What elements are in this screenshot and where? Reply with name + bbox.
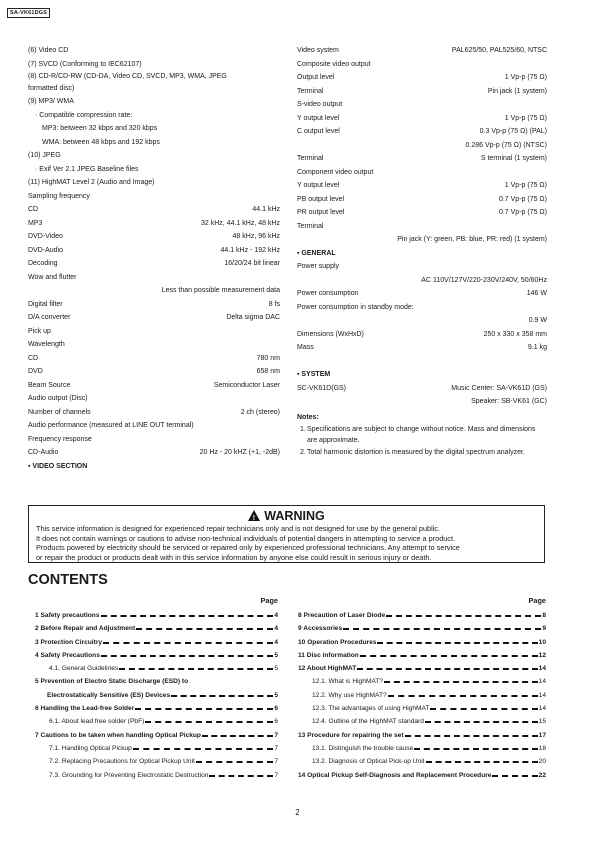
- toc-leader: [145, 721, 273, 723]
- toc-leader: [414, 748, 537, 750]
- spec-value: 8 fs: [268, 300, 280, 308]
- toc-entry[interactable]: [35, 702, 278, 715]
- spec-label: DVD: [28, 368, 43, 375]
- spec-label: (11) HighMAT Level 2 (Audio and Image): [28, 179, 155, 186]
- toc-page-number: 8: [542, 612, 546, 619]
- spec-row: [297, 368, 547, 382]
- toc-entry[interactable]: [298, 689, 546, 702]
- spec-row: [297, 247, 547, 261]
- spec-row: [28, 230, 280, 244]
- toc-column-left: [35, 596, 278, 782]
- spec-row: [297, 274, 547, 288]
- spec-value: Pin jack (1 system): [487, 87, 547, 95]
- toc-entry[interactable]: [298, 755, 546, 768]
- toc-entry-title: 12 About HighMAT: [298, 665, 357, 673]
- spec-label: MP3: between 32 kbps and 320 kbps: [42, 125, 158, 132]
- toc-page-number: 4: [274, 612, 278, 619]
- spec-value: 1 Vp-p (75 Ω): [504, 114, 547, 122]
- toc-leader: [135, 708, 273, 710]
- toc-entry-title: 2 Before Repair and Adjustment: [35, 625, 136, 633]
- contents-title: CONTENTS: [28, 572, 108, 588]
- spec-row: [297, 166, 547, 180]
- toc-entry-title: 1 Safety precautions: [35, 612, 100, 619]
- spec-row: [28, 95, 280, 109]
- toc-leader: [343, 628, 541, 630]
- spec-label: Output level: [297, 74, 335, 81]
- spec-label: CD: [28, 206, 39, 213]
- notes-title: Notes:: [297, 413, 319, 421]
- spec-label: Power consumption: [297, 290, 359, 297]
- spec-row: [28, 217, 280, 231]
- toc-page-number: 22: [538, 771, 546, 779]
- toc-leader: [103, 642, 273, 644]
- toc-entry[interactable]: [298, 649, 546, 662]
- spec-row: [28, 44, 280, 58]
- spec-row: [28, 109, 280, 123]
- spec-row: [28, 58, 280, 72]
- spec-value: 250 x 330 x 358 mm: [483, 330, 547, 338]
- spec-row: [28, 352, 280, 366]
- spec-value: Speaker: SB-VK61 (GC): [471, 398, 547, 405]
- toc-page-number: 14: [538, 665, 546, 673]
- warning-line: Products powered by electricity should be serviced or repaired only by experienced professional technicians. Any attempt to service: [36, 543, 460, 553]
- toc-entry-title: 7 Cautions to be taken when handling Optical Pickup: [35, 731, 201, 739]
- toc-leader: [209, 775, 273, 777]
- warning-body: [29, 523, 544, 562]
- spec-label: Y output level: [297, 182, 340, 189]
- toc-page-number: 12: [538, 651, 546, 659]
- toc-leader: [136, 628, 273, 630]
- spec-row: [297, 301, 547, 315]
- spec-label: Power consumption in standby mode:: [297, 303, 414, 311]
- spec-label: Composite video output: [297, 60, 371, 68]
- spec-label: Power supply: [297, 263, 340, 270]
- spec-value: AC 110V/127V/220-230V/240V, 50/60Hz: [421, 276, 547, 284]
- spec-row: [28, 122, 280, 136]
- spec-label: PB output level: [297, 195, 345, 203]
- warning-title: WARNING: [264, 509, 325, 523]
- spec-value: 2 ch (stereo): [240, 408, 280, 416]
- toc-page-header: Page: [528, 596, 546, 605]
- spec-value: 780 nm: [256, 354, 280, 362]
- spec-row: [28, 446, 280, 460]
- toc-entry-title: 6.1. About lead free solder (PbF): [49, 718, 145, 726]
- spec-value: 658 nm: [256, 368, 280, 375]
- toc-leader: [360, 655, 538, 657]
- spec-label: ▪ GENERAL: [297, 249, 336, 257]
- note-text: Total harmonic distortion is measured by the digital spectrum analyzer.: [307, 449, 525, 456]
- toc-entry[interactable]: [35, 689, 278, 702]
- spec-row: [28, 433, 280, 447]
- note-item: [297, 448, 547, 459]
- toc-entry-title: 9 Accessories: [298, 625, 343, 633]
- toc-entry[interactable]: [35, 755, 278, 768]
- toc-entry-title: 10 Operation Procedures: [298, 638, 377, 646]
- toc-page-number: 5: [274, 691, 278, 699]
- model-tag: SA-VK61DGS: [7, 8, 50, 18]
- toc-page-number: 17: [538, 731, 546, 739]
- toc-leader: [202, 735, 273, 737]
- toc-leader: [119, 668, 273, 670]
- note-number: 1.: [300, 426, 306, 433]
- spec-label: Y output level: [297, 114, 340, 122]
- spec-label: ▪ SYSTEM: [297, 371, 331, 378]
- warning-box: [28, 505, 545, 563]
- toc-entry-title: 12.2. Why use HighMAT?: [312, 691, 387, 699]
- spec-row: [297, 355, 547, 369]
- spec-column-right: [297, 44, 547, 461]
- spec-label: Frequency response: [28, 435, 92, 443]
- spec-label: Number of channels: [28, 408, 91, 416]
- spec-row: [28, 365, 280, 379]
- toc-entry[interactable]: [35, 622, 278, 635]
- toc-entry[interactable]: [35, 729, 278, 742]
- spec-row: [297, 193, 547, 207]
- toc-page-header: Page: [260, 596, 278, 605]
- spec-row: [28, 163, 280, 177]
- spec-label: (6) Video CD: [28, 47, 69, 54]
- toc-page-number: 4: [274, 638, 278, 646]
- spec-row: [28, 419, 280, 433]
- toc-leader: [196, 761, 273, 763]
- toc-page-number: 4: [274, 625, 278, 633]
- spec-label: Video system: [297, 47, 339, 54]
- toc-page-number: 5: [274, 665, 278, 673]
- spec-label: formatted disc): [28, 85, 75, 92]
- spec-row: [297, 85, 547, 99]
- spec-value: 0.7 Vp-p (75 Ω): [498, 209, 547, 216]
- spec-row: [297, 71, 547, 85]
- spec-label: Decoding: [28, 260, 58, 267]
- spec-label: Wavelength: [28, 341, 65, 348]
- spec-label: (7) SVCD (Conforming to IEC62107): [28, 60, 142, 68]
- spec-row: [28, 149, 280, 163]
- spec-value: 0.7 Vp-p (75 Ω): [498, 195, 547, 203]
- spec-label: Terminal: [297, 155, 324, 162]
- toc-column-right: [298, 596, 546, 782]
- toc-page-number: 10: [538, 638, 546, 646]
- spec-label: WMA: between 48 kbps and 192 kbps: [42, 138, 160, 146]
- toc-entry-title: 5 Prevention of Electro Static Discharge (ESD) to: [35, 678, 189, 686]
- toc-entry-title: 7.3. Grounding for Preventing Electrostatic Destruction: [49, 771, 209, 779]
- warning-heading: [29, 509, 544, 523]
- spec-label: MP3: [28, 219, 43, 227]
- toc-entry-title: 13.1. Distinguish the trouble cause: [312, 744, 414, 752]
- spec-value: 0.286 Vp-p (75 Ω) (NTSC): [465, 141, 547, 149]
- spec-value: 20 Hz - 20 kHZ (+1, -2dB): [199, 449, 280, 456]
- spec-label: SC-VK61D(GS): [297, 384, 347, 392]
- spec-label: D/A converter: [28, 314, 71, 321]
- spec-label: (9) MP3/ WMA: [28, 98, 74, 105]
- spec-row: [297, 152, 547, 166]
- toc-entry[interactable]: [298, 742, 546, 755]
- spec-row: [297, 44, 547, 58]
- spec-row: [28, 190, 280, 204]
- spec-label: Mass: [297, 344, 314, 351]
- toc-entry-title: 13.2. Diagnosis of Optical Pick-up Unit: [312, 758, 425, 766]
- spec-label: · Exif Ver 2.1 JPEG Baseline files: [35, 165, 139, 173]
- spec-row: [28, 83, 280, 95]
- spec-row: [28, 176, 280, 190]
- toc-entry-title: 4.1. General Guidelines: [49, 665, 119, 673]
- toc-leader: [171, 695, 273, 697]
- spec-label: DVD-Video: [28, 233, 63, 240]
- toc-page-number: 6: [274, 705, 278, 713]
- spec-row: [28, 325, 280, 339]
- toc-page-number: 7: [274, 744, 278, 752]
- toc-entry[interactable]: [298, 715, 546, 728]
- spec-label: PR output level: [297, 209, 345, 216]
- spec-row: [28, 203, 280, 217]
- toc-entry[interactable]: [35, 609, 278, 622]
- toc-entry-title: 12.4. Outline of the HighMAT standard: [312, 718, 424, 726]
- toc-page-number: 9: [542, 625, 546, 633]
- spec-row: [297, 328, 547, 342]
- toc-entry[interactable]: [298, 609, 546, 622]
- spec-label: Pick up: [28, 327, 51, 335]
- note-number: 2.: [300, 449, 306, 456]
- spec-row: [297, 314, 547, 328]
- spec-row: [28, 392, 280, 406]
- spec-label: CD: [28, 354, 39, 362]
- spec-row: [297, 382, 547, 396]
- warning-triangle-icon: [248, 510, 260, 521]
- spec-label: Beam Source: [28, 381, 71, 389]
- toc-leader: [384, 681, 538, 683]
- toc-entry[interactable]: [35, 742, 278, 755]
- toc-entry[interactable]: [298, 729, 546, 742]
- spec-label: Audio output (Disc): [28, 395, 88, 402]
- page-number: 2: [295, 808, 300, 817]
- toc-entry-title: 12.3. The advantages of using HighMAT: [312, 705, 430, 713]
- spec-row: [28, 244, 280, 258]
- toc-page-number: 14: [538, 705, 546, 713]
- spec-value: 44.1 kHz - 192 kHz: [220, 246, 280, 254]
- toc-entry[interactable]: [298, 622, 546, 635]
- note-item: [297, 425, 547, 446]
- spec-row: [297, 260, 547, 274]
- spec-value: 146 W: [526, 290, 547, 297]
- toc-entry-title: 14 Optical Pickup Self-Diagnosis and Replacement Procedure: [298, 771, 492, 779]
- spec-value: PAL625/50, PAL525/60, NTSC: [451, 47, 547, 54]
- spec-row: [297, 125, 547, 139]
- toc-page-number: 14: [538, 691, 546, 699]
- toc-entry[interactable]: [35, 662, 278, 675]
- toc-entry[interactable]: [35, 715, 278, 728]
- toc-entry[interactable]: [35, 649, 278, 662]
- spec-row: [297, 287, 547, 301]
- toc-leader: [492, 775, 537, 777]
- toc-leader: [377, 642, 537, 644]
- spec-value: Less than possible measurement data: [161, 287, 280, 294]
- note-text: Specifications are subject to change without notice. Mass and dimensions are approximate.: [307, 426, 536, 444]
- toc-entry-title: 13 Procedure for repairing the set: [298, 731, 404, 739]
- toc-leader: [101, 615, 274, 617]
- toc-entry[interactable]: [298, 769, 546, 782]
- toc-entry[interactable]: [298, 662, 546, 675]
- toc-page-number: 5: [274, 651, 278, 659]
- spec-row: [28, 71, 280, 83]
- spec-value: S terminal (1 system): [480, 155, 547, 162]
- spec-label: C output level: [297, 128, 340, 135]
- toc-leader: [388, 695, 538, 697]
- warning-line: This service information is designed for experienced repair technicians only and is not designed for use by the general public.: [36, 524, 440, 533]
- spec-row: [28, 136, 280, 150]
- spec-label: Terminal: [297, 87, 324, 95]
- spec-row: [297, 112, 547, 126]
- toc-entry[interactable]: [298, 702, 546, 715]
- spec-row: [28, 379, 280, 393]
- spec-label: Audio performance (measured at LINE OUT terminal): [28, 422, 194, 429]
- spec-label: Sampling frequency: [28, 192, 90, 200]
- spec-value: 44.1 kHz: [252, 206, 280, 213]
- spec-row: [28, 460, 280, 474]
- toc-leader: [426, 761, 538, 763]
- spec-value: 48 kHz, 96 kHz: [232, 233, 280, 240]
- toc-entry-title: 12.1. What is HighMAT?: [312, 678, 383, 686]
- spec-value: 0.3 Vp-p (75 Ω) (PAL): [479, 128, 547, 135]
- spec-row: [28, 284, 280, 298]
- toc-entry-title: Electrostatically Sensitive (ES) Devices: [47, 691, 171, 699]
- spec-label: S-video output: [297, 101, 343, 108]
- spec-label: CD-Audio: [28, 449, 59, 456]
- toc-entry-title: 7.2. Replacing Precautions for Optical Pickup Unit: [49, 758, 195, 766]
- toc-page-number: 14: [538, 678, 546, 686]
- spec-label: Component video output: [297, 168, 374, 176]
- spec-value: Music Center: SA-VK61D (GS): [451, 384, 547, 392]
- toc-entry-title: 4 Safety Precautions: [35, 651, 100, 659]
- spec-row: [297, 341, 547, 355]
- spec-row: [28, 271, 280, 285]
- toc-page-number: 7: [274, 731, 278, 739]
- toc-page-number: 7: [274, 771, 278, 779]
- toc-leader: [357, 668, 537, 670]
- spec-row: [297, 233, 547, 247]
- toc-page-number: 7: [274, 758, 278, 766]
- spec-value: 9.1 kg: [527, 344, 547, 351]
- spec-label: Dimensions (WxHxD): [297, 330, 364, 338]
- spec-row: [297, 58, 547, 72]
- toc-entry-title: 6 Handling the Lead-free Solder: [35, 705, 135, 713]
- spec-row: [28, 298, 280, 312]
- toc-entry[interactable]: [298, 675, 546, 688]
- spec-row: [297, 98, 547, 112]
- spec-value: 16/20/24 bit linear: [224, 260, 280, 267]
- spec-value: Delta sigma DAC: [226, 314, 280, 321]
- toc-entry-title: 7.1. Handling Optical Pickup: [49, 744, 132, 752]
- toc-page-number: 15: [538, 718, 546, 726]
- spec-row: [297, 220, 547, 234]
- spec-label: Digital filter: [28, 300, 63, 308]
- toc-entry[interactable]: [298, 636, 546, 649]
- toc-entry-title: 8 Precaution of Laser Diode: [298, 612, 386, 619]
- spec-row: [297, 179, 547, 193]
- spec-row: [28, 406, 280, 420]
- warning-line: It does not contain warnings or cautions to advise non-technical individuals of potential dangers in attempting to service a product.: [36, 533, 456, 543]
- spec-label: (8) CD-R/CD-RW (CD-DA, Video CD, SVCD, MP3, WMA, JPEG: [28, 73, 227, 80]
- spec-column-left: [28, 44, 280, 473]
- spec-value: 1 Vp-p (75 Ω): [504, 74, 547, 81]
- toc-leader: [386, 615, 541, 617]
- spec-row: [297, 395, 547, 409]
- spec-value: 1 Vp-p (75 Ω): [504, 182, 547, 189]
- spec-label: DVD-Audio: [28, 246, 64, 254]
- toc-leader: [133, 748, 273, 750]
- toc-entry[interactable]: [35, 769, 278, 782]
- spec-row: [297, 206, 547, 220]
- spec-label: · Compatible compression rate:: [35, 111, 133, 119]
- spec-value: Pin jack (Y: green, PB: blue, PR: red) (1 system): [397, 236, 547, 243]
- spec-label: (10) JPEG: [28, 152, 61, 159]
- spec-value: 32 kHz, 44.1 kHz, 48 kHz: [201, 219, 280, 227]
- toc-entry-title: 3 Protection Circuitry: [35, 638, 103, 646]
- toc-leader: [405, 735, 538, 737]
- spec-label: Wow and flutter: [28, 273, 77, 281]
- spec-row: [28, 311, 280, 325]
- toc-leader: [430, 708, 537, 710]
- spec-row: [28, 257, 280, 271]
- spec-label: ▪ VIDEO SECTION: [28, 462, 88, 470]
- spec-value: Semiconductor Laser: [213, 381, 280, 389]
- toc-entry[interactable]: [35, 675, 278, 688]
- toc-entry-title: 11 Disc information: [298, 651, 359, 659]
- toc-leader: [425, 721, 538, 723]
- warning-line: or repair the product or products dealt with in this service information by anyone else could result in serious injury or death.: [36, 552, 432, 562]
- toc-page-number: 6: [274, 718, 278, 726]
- toc-page-number: 20: [538, 758, 546, 766]
- spec-row: [28, 338, 280, 352]
- spec-label: Terminal: [297, 222, 324, 230]
- spec-value: 0.9 W: [528, 317, 547, 324]
- toc-entry[interactable]: [35, 636, 278, 649]
- toc-page-number: 18: [538, 744, 546, 752]
- spec-row: [297, 139, 547, 153]
- toc-leader: [101, 655, 273, 657]
- notes: [297, 413, 547, 459]
